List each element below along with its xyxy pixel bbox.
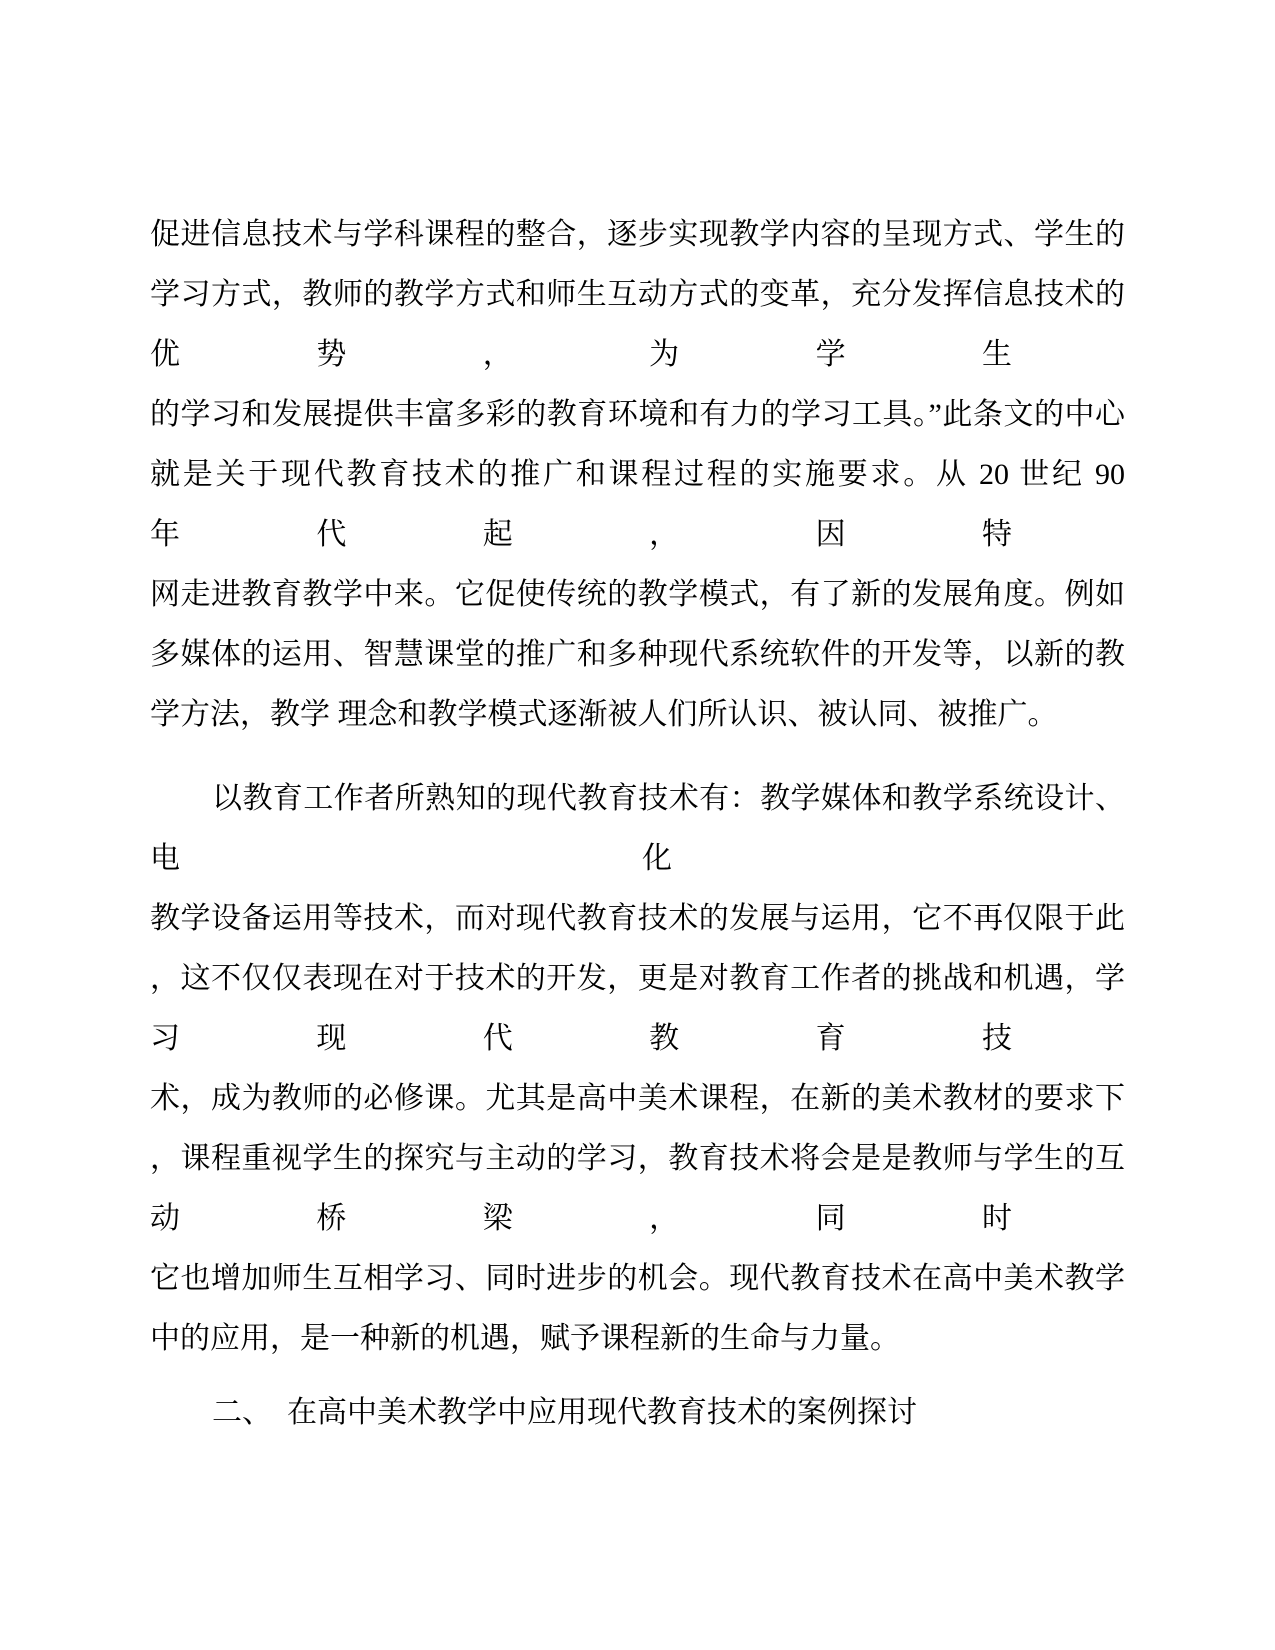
paragraph (150, 205, 1125, 745)
text-line: 网走进教育教学中来。它促使传统的教学模式，有了新的发展角度。例如 (150, 578, 1125, 611)
spread-char: 桥 (316, 1202, 347, 1235)
spread-char: 代 (482, 1022, 513, 1055)
spread-char: 因 (815, 518, 846, 551)
spread-char: 同 (815, 1202, 846, 1235)
spread-char: 技 (981, 1022, 1012, 1055)
text-line: 的学习和发展提供丰富多彩的教育环境和有力的学习工具。”此条文的中心 (150, 398, 1125, 431)
spread-char: 动 (150, 1202, 180, 1235)
text-line: 教学设备运用等技术，而对现代教育技术的发展与运用，它不再仅限于此 (150, 902, 1125, 935)
spread-char: 年 (150, 518, 180, 551)
spread-char: ， (649, 518, 680, 551)
text-line: 学方法，教学 理念和教学模式逐渐被人们所认识、被认同、被推广。 (150, 698, 1058, 731)
spread-char: 习 (150, 1022, 180, 1055)
text-line: 多媒体的运用、智慧课堂的推广和多种现代系统软件的开发等，以新的教 (150, 638, 1125, 671)
spread-char: 学 (815, 338, 846, 371)
text-line: 促进信息技术与学科课程的整合，逐步实现教学内容的呈现方式、学生的 (150, 218, 1125, 251)
spread-char: ， (482, 338, 513, 371)
paragraph (150, 1383, 1125, 1443)
spread-char: 势 (316, 338, 347, 371)
text-line-distributed (150, 829, 672, 889)
spread-char: 现 (316, 1022, 347, 1055)
text-line-distributed (150, 325, 1012, 385)
paragraph (150, 769, 1125, 1369)
text-line: ，这不仅仅表现在对于技术的开发，更是对教育工作者的挑战和机遇，学 (150, 962, 1125, 995)
spread-char: 为 (649, 338, 680, 371)
text-line: 术，成为教师的必修课。尤其是高中美术课程，在新的美术教材的要求下 (150, 1082, 1125, 1115)
spread-char: 化 (642, 842, 672, 875)
spread-char: 教 (649, 1022, 680, 1055)
spread-char: 优 (150, 338, 180, 371)
spread-char: 特 (981, 518, 1012, 551)
text-line: 以教育工作者所熟知的现代教育技术有：教学媒体和教学系统设计、 (212, 782, 1125, 815)
spread-char: 育 (815, 1022, 846, 1055)
text-line-distributed (150, 505, 1012, 565)
spread-char: 起 (482, 518, 513, 551)
text-line: 中的应用，是一种新的机遇，赋予课程新的生命与力量。 (150, 1322, 900, 1355)
text-line: 就是关于现代教育技术的推广和课程过程的实施要求。从 20 世纪 90 (150, 458, 1125, 491)
text-line: ，课程重视学生的探究与主动的学习，教育技术将会是是教师与学生的互 (150, 1142, 1125, 1175)
spread-char: 生 (981, 338, 1012, 371)
text-line: 它也增加师生互相学习、同时进步的机会。现代教育技术在高中美术教学 (150, 1262, 1125, 1295)
spread-char: 梁 (482, 1202, 513, 1235)
spread-char: ， (649, 1202, 680, 1235)
spread-char: 代 (316, 518, 347, 551)
section-heading: 二、 在高中美术教学中应用现代教育技术的案例探讨 (212, 1396, 917, 1429)
text-line: 学习方式，教师的教学方式和师生互动方式的变革，充分发挥信息技术的 (150, 278, 1125, 311)
spread-char: 电 (150, 842, 180, 875)
text-line-distributed (150, 1189, 1012, 1249)
spread-char: 时 (981, 1202, 1012, 1235)
text-line-distributed (150, 1009, 1012, 1069)
